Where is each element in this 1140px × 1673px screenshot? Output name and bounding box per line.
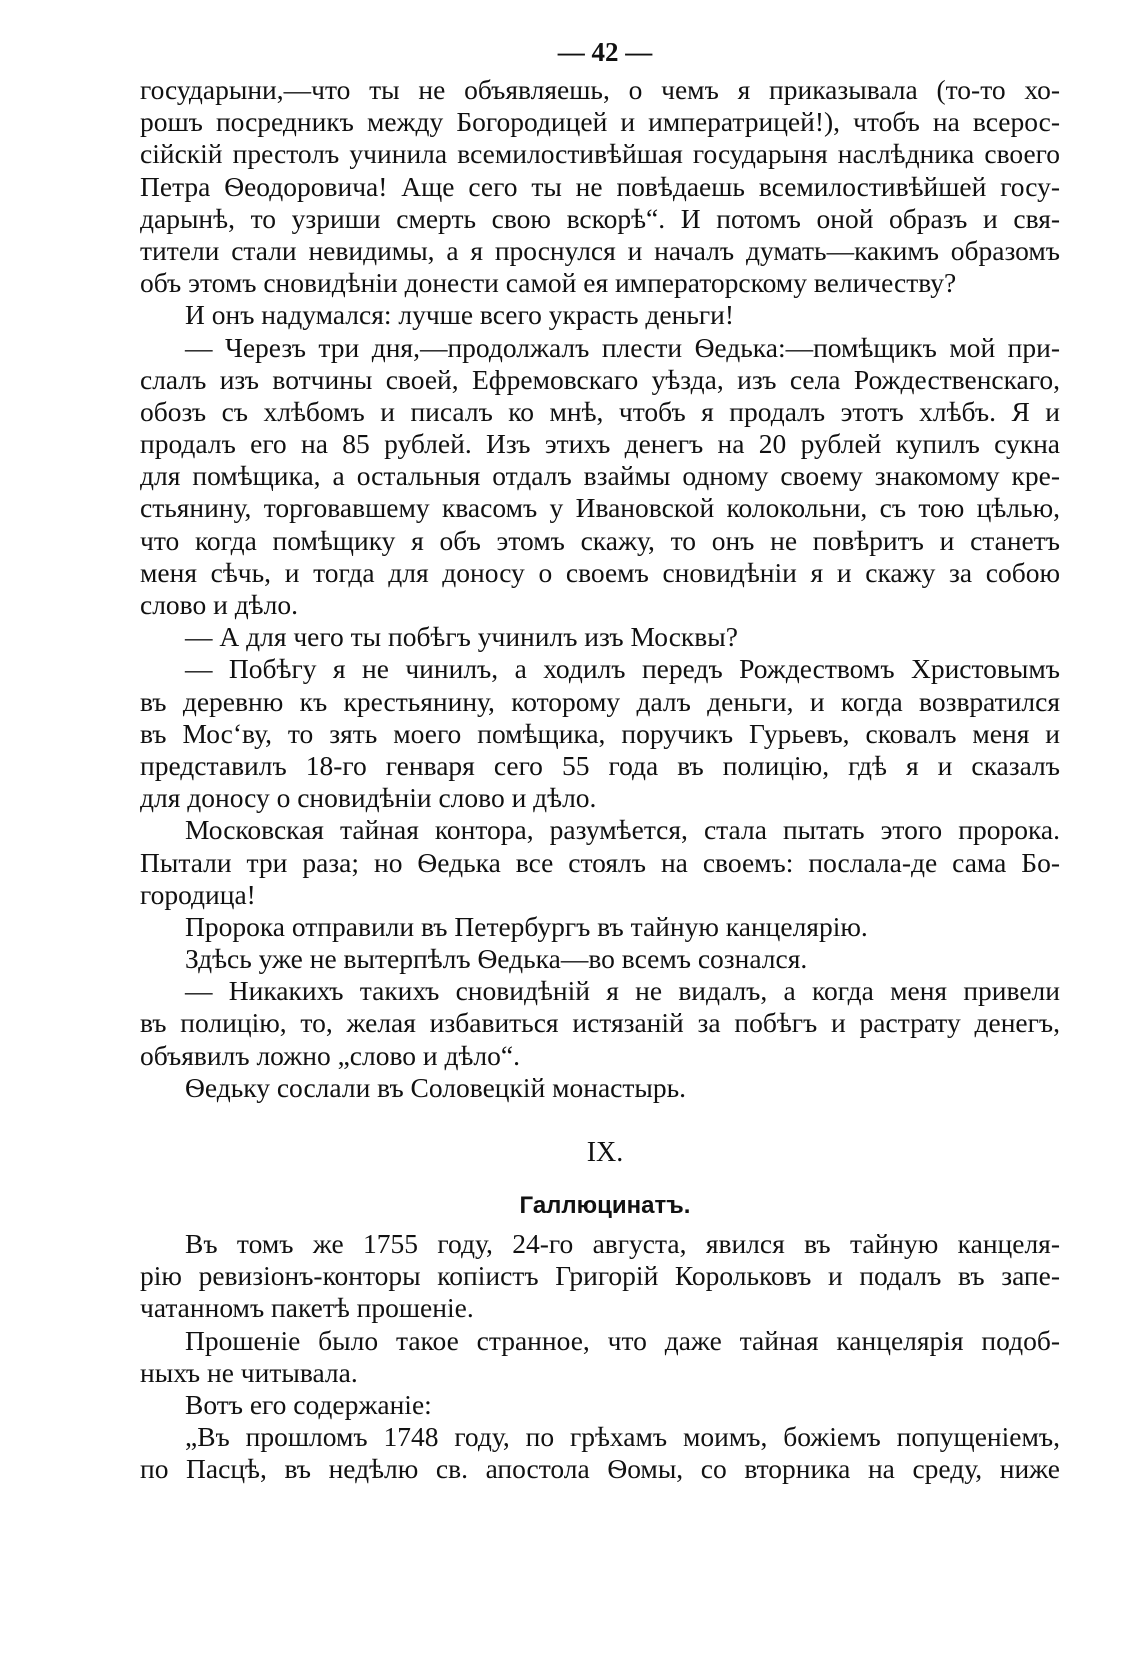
text-line: въ деревню къ крестьянину, которому далъ деньги, и когда возвратился [140, 685, 1060, 717]
body-paragraph [140, 653, 1060, 814]
body-paragraph [140, 814, 1060, 911]
text-line: Вотъ его содержаніе: [185, 1388, 432, 1420]
text-line: — Никакихъ такихъ сновидѣній я не видалъ, а когда меня привели [185, 975, 1060, 1007]
text-line: дарынѣ, то узриши смерть свою вскорѣ“. И потомъ оной образъ и свя- [140, 202, 1060, 234]
text-line: государыни,—что ты не объявляешь, о чемъ я приказывала (то-то хо- [140, 74, 1060, 105]
text-line: въ Мосʻву, то зять моего помѣщика, поручикъ Гурьевъ, сковалъ меня и [140, 717, 1060, 749]
text-line: представилъ 18-го генваря сего 55 года въ полицію, гдѣ я и сказалъ [140, 749, 1060, 781]
text-line: Петра Ѳеодоровича! Аще сего ты не повѣдаешь всемилостивѣйшей госу- [140, 170, 1060, 202]
text-line: Здѣсь уже не вытерпѣлъ Ѳедька—во всемъ сознался. [185, 943, 808, 975]
text-line: продалъ его на 85 рублей. Изъ этихъ денегъ на 20 рублей купилъ сукна [140, 428, 1060, 460]
section-paragraph [140, 1325, 1060, 1389]
body-paragraph [140, 74, 1060, 299]
body-paragraph [140, 911, 1060, 943]
text-line: рію ревизіонъ-конторы копіистъ Григорій Корольковъ и подалъ въ запе- [140, 1260, 1060, 1292]
body-paragraph [140, 299, 1060, 331]
text-line: Прошеніе было такое странное, что даже тайная канцелярія подоб- [185, 1324, 1060, 1356]
text-line: слалъ изъ вотчины своей, Ефремовскаго уѣзда, изъ села Рождественскаго, [140, 363, 1060, 395]
section-paragraph [140, 1389, 1060, 1421]
text-line: въ полицію, то, желая избавиться истязаній за побѣгъ и растрату денегъ, [140, 1007, 1060, 1039]
text-line: — Черезъ три дня,—продолжалъ плести Ѳедька:—помѣщикъ мой при- [185, 331, 1060, 363]
text-line: — А для чего ты побѣгъ учинилъ изъ Москвы? [185, 621, 738, 653]
text-line: „Въ прошломъ 1748 году, по грѣхамъ моимъ, божіемъ попущеніемъ, [185, 1421, 1060, 1453]
text-line: Въ томъ же 1755 году, 24-го августа, явился въ тайную канцеля- [185, 1228, 1060, 1259]
text-line: слово и дѣло. [140, 589, 298, 620]
text-line: — Побѣгу я не чинилъ, а ходилъ передъ Рождествомъ Христовымъ [185, 653, 1060, 685]
text-line: И онъ надумался: лучше всего украсть деньги! [185, 299, 735, 331]
text-line: Ѳедьку сослали въ Соловецкій монастырь. [185, 1071, 687, 1103]
text-line: сійскій престолъ учинила всемилостивѣйшая государыня наслѣдника своего [140, 138, 1060, 170]
page-number: — 42 — [557, 37, 653, 67]
body-paragraph [140, 621, 1060, 653]
section-paragraph [140, 1421, 1060, 1485]
section-paragraph [140, 1228, 1060, 1325]
section-number: IX. [586, 1137, 624, 1168]
body-paragraph [140, 332, 1060, 622]
text-line: по Пасцѣ, въ недѣлю св. апостола Ѳомы, со вторника на среду, ниже [140, 1453, 1060, 1485]
text-line: городица! [140, 878, 256, 910]
text-line: тители стали невидимы, а я проснулся и началъ думать—какимъ образомъ [140, 234, 1060, 266]
text-line: чатанномъ пакетѣ прошеніе. [140, 1292, 474, 1324]
text-line: Пророка отправили въ Петербургъ въ тайную канцелярію. [185, 910, 868, 942]
section-text [140, 1228, 1060, 1486]
body-paragraph [140, 943, 1060, 975]
text-line: ныхъ не читывала. [140, 1356, 358, 1388]
text-line: для помѣщика, а остальныя отдалъ взаймы одному своему знакомому кре- [140, 460, 1060, 492]
text-line: что когда помѣщику я объ этомъ скажу, то онъ не повѣритъ и станетъ [140, 524, 1060, 556]
body-paragraph [140, 1072, 1060, 1104]
book-page [140, 30, 1060, 1486]
body-paragraph [140, 975, 1060, 1072]
text-line: объ этомъ сновидѣніи донести самой ея императорскому величеству? [140, 267, 957, 299]
body-text [140, 74, 1060, 1104]
text-line: рошъ посредникъ между Богородицей и императрицей!), чтобъ на всерос- [140, 106, 1060, 138]
text-line: Московская тайная контора, разумѣется, стала пытать этого пророка. [185, 814, 1060, 846]
section-title: Галлюцинатъ. [519, 1192, 691, 1219]
text-line: объявилъ ложно „слово и дѣло“. [140, 1039, 520, 1071]
text-line: меня сѣчь, и тогда для доносу о своемъ сновидѣніи я и скажу за собою [140, 556, 1060, 588]
text-line: для доносу о сновидѣніи слово и дѣло. [140, 782, 597, 814]
text-line: Пытали три раза; но Ѳедька все стоялъ на своемъ: послала-де сама Бо- [140, 846, 1060, 878]
text-line: обозъ съ хлѣбомъ и писалъ ко мнѣ, чтобъ я продалъ этотъ хлѣбъ. Я и [140, 395, 1060, 427]
text-line: стьянину, торговавшему квасомъ у Ивановской колокольни, съ тою цѣлью, [140, 492, 1060, 524]
